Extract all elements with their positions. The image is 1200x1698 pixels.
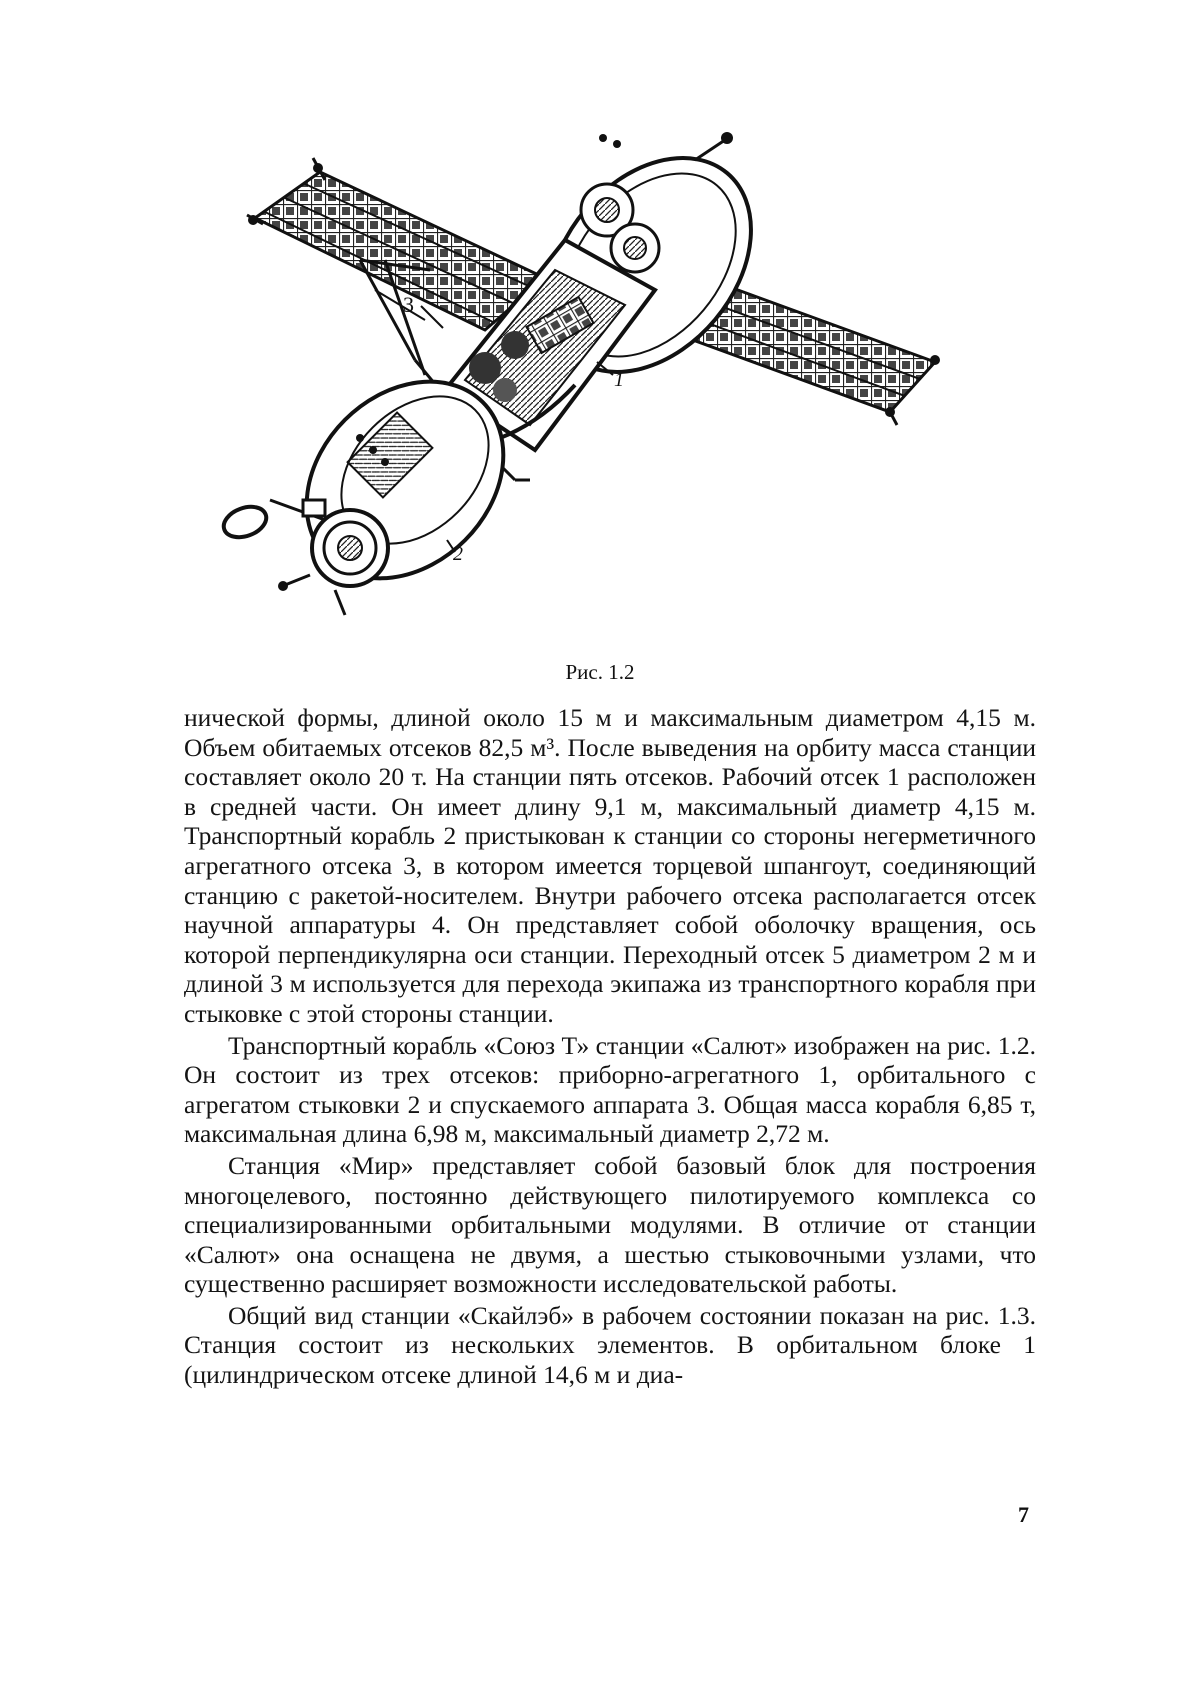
label-1: 1 <box>614 369 624 391</box>
paragraph-2: Транспортный корабль «Союз Т» станции «Салют» изображен на рис. 1.2. Он состоит из трех отсеков: приборно-агрегатного 1, орбитального с агрегатом стыковки 2 и спускаемого аппарата 3. Общая масса корабля 6,85 т, максимальная длина 6,98 м, максимальный диаметр 2,72 м. <box>184 1030 1036 1149</box>
body-text <box>184 703 1036 1390</box>
soyuz-t-drawing <box>185 120 1035 660</box>
label-3: 3 <box>403 292 414 317</box>
paragraph-4: Общий вид станции «Скайлэб» в рабочем состоянии показан на рис. 1.3. Станция состоит из нескольких элементов. В орбитальном блоке 1 (цилиндрическом отсеке длиной 14,6 м и диа- <box>184 1300 1036 1390</box>
figure-caption: Рис. 1.2 <box>565 660 635 684</box>
paragraph-1: нической формы, длиной около 15 м и максимальным диаметром 4,15 м. Объем обитаемых отсеков 82,5 м³. После выведения на орбиту масса станции составляет около 20 т. На станции пять отсеков. Рабочий отсек 1 расположен в средней части. Он имеет длину 9,1 м, максимальный диаметр 4,15 м. Транспортный корабль 2 пристыкован к станции со стороны негерметичного агрегатного отсека 3, в котором имеется торцевой шпангоут, соединяющий станцию с ракетой-носителем. Внутри рабочего отсека располагается отсек научной аппаратуры 4. Он представляет собой оболочку вращения, ось которой перпендикулярна оси станции. Переходный отсек 5 диаметром 2 м и длиной 3 м используется для перехода экипажа из транспортного корабля при стыковке с этой стороны станции. <box>184 703 1036 1028</box>
label-2: 2 <box>453 543 463 565</box>
soyuz-t-illustration <box>185 120 1035 660</box>
page-number: 7 <box>1018 1502 1029 1527</box>
left-solar-panel <box>247 158 545 330</box>
paragraph-3: Станция «Мир» представляет собой базовый блок для построения многоцелевого, постоянно действующего пилотируемого комплекса со специализированными орбитальными модулями. В отличие от станции «Салют» она оснащена не двумя, а шестью стыковочными узлами, что существенно расширяет возможности исследовательской работы. <box>184 1150 1036 1299</box>
